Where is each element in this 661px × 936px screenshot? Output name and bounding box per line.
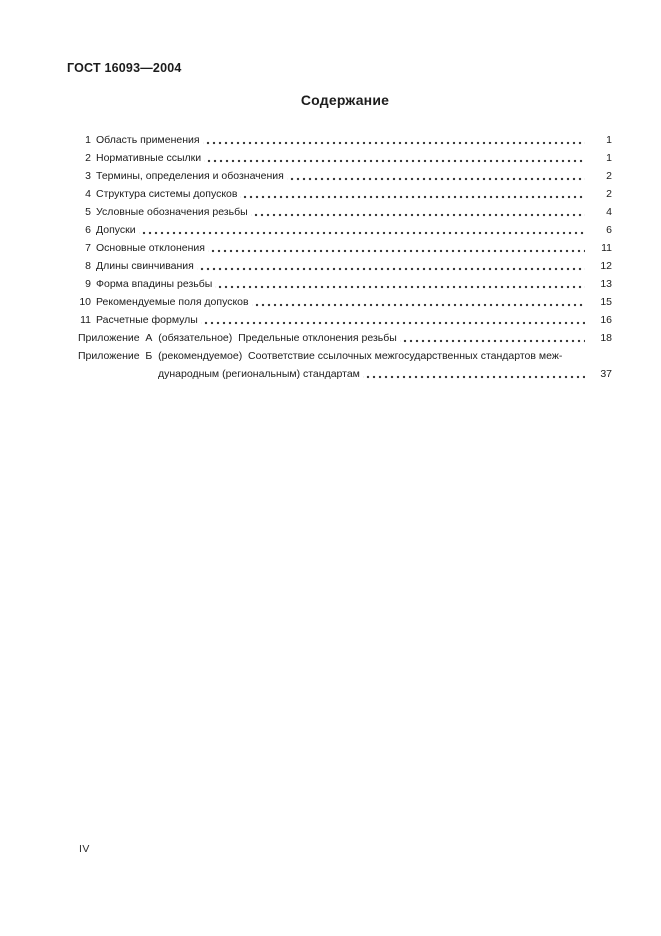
toc-entry-title: Область применения xyxy=(96,134,200,146)
toc-entry-continuation xyxy=(78,365,612,383)
toc-entry-page: 1 xyxy=(606,152,612,164)
toc-entry xyxy=(78,149,612,167)
toc-entry-title: Приложение А (обязательное) Предельные отклонения резьбы xyxy=(78,332,397,344)
page-title: Содержание xyxy=(300,92,390,108)
toc-entry-title: Форма впадины резьбы xyxy=(96,278,213,290)
toc-entry-page: 2 xyxy=(606,170,612,182)
dot-leader xyxy=(197,257,585,275)
toc-entry xyxy=(78,293,612,311)
toc-entry xyxy=(78,167,612,185)
toc-entry-title: Термины, определения и обозначения xyxy=(96,170,284,182)
toc-entry xyxy=(78,221,612,239)
dot-leader xyxy=(251,203,585,221)
toc-entry xyxy=(78,311,612,329)
toc-entry-title-continued: дународным (региональным) стандартам xyxy=(158,368,360,380)
toc-entry-title: Нормативные ссылки xyxy=(96,152,202,164)
toc-entry xyxy=(78,131,612,149)
toc-entry-page: 1 xyxy=(606,134,612,146)
toc-entry-number: 2 xyxy=(85,152,91,164)
toc-entry-title: Приложение Б (рекомендуемое) Соответствие ссылочных межгосударственных стандартов меж- xyxy=(78,350,563,362)
dot-leader xyxy=(400,329,585,347)
toc-entry-number: 8 xyxy=(85,260,91,272)
toc-list xyxy=(78,131,612,383)
toc-entry xyxy=(78,203,612,221)
toc-entry-title: Расчетные формулы xyxy=(96,314,198,326)
toc-entry-page: 13 xyxy=(600,278,612,290)
toc-entry xyxy=(78,329,612,347)
dot-leader xyxy=(287,167,585,185)
toc-entry xyxy=(78,347,612,365)
toc-entry-number: 3 xyxy=(85,170,91,182)
toc-entry-number: 7 xyxy=(85,242,91,254)
toc-entry-page: 6 xyxy=(606,224,612,236)
dot-leader xyxy=(208,239,585,257)
toc-entry-page: 37 xyxy=(600,368,612,380)
page-number: IV xyxy=(79,843,90,855)
toc-entry-page: 11 xyxy=(601,242,612,254)
toc-entry xyxy=(78,257,612,275)
toc-entry xyxy=(78,185,612,203)
indent-spacer xyxy=(78,365,158,383)
dot-leader xyxy=(203,131,585,149)
toc-entry-number: 9 xyxy=(85,278,91,290)
toc-entry-page: 18 xyxy=(600,332,612,344)
toc-entry-title: Условные обозначения резьбы xyxy=(96,206,248,218)
toc-entry-page: 2 xyxy=(606,188,612,200)
toc-entry-page: 16 xyxy=(600,314,612,326)
toc-entry-page: 4 xyxy=(606,206,612,218)
toc-entry-number: 11 xyxy=(80,314,91,326)
toc-entry-title: Длины свинчивания xyxy=(96,260,194,272)
toc-entry-title: Допуски xyxy=(96,224,136,236)
toc-entry-title: Основные отклонения xyxy=(96,242,205,254)
toc-entry-number: 1 xyxy=(85,134,91,146)
dot-leader xyxy=(139,221,585,239)
toc-entry-title: Структура системы допусков xyxy=(96,188,238,200)
dot-leader xyxy=(240,185,585,203)
toc-entry xyxy=(78,275,612,293)
toc-entry-number: 5 xyxy=(85,206,91,218)
dot-leader xyxy=(252,293,585,311)
dot-leader xyxy=(215,275,585,293)
toc-entry-number: 4 xyxy=(85,188,91,200)
standard-designation: ГОСТ 16093—2004 xyxy=(67,61,182,75)
toc-entry-page: 12 xyxy=(600,260,612,272)
toc-entry-page: 15 xyxy=(600,296,612,308)
dot-leader xyxy=(204,149,585,167)
toc-entry-number: 6 xyxy=(85,224,91,236)
dot-leader xyxy=(201,311,585,329)
toc-entry-title: Рекомендуемые поля допусков xyxy=(96,296,249,308)
dot-leader xyxy=(363,365,585,383)
toc-entry xyxy=(78,239,612,257)
toc-entry-number: 10 xyxy=(79,296,91,308)
